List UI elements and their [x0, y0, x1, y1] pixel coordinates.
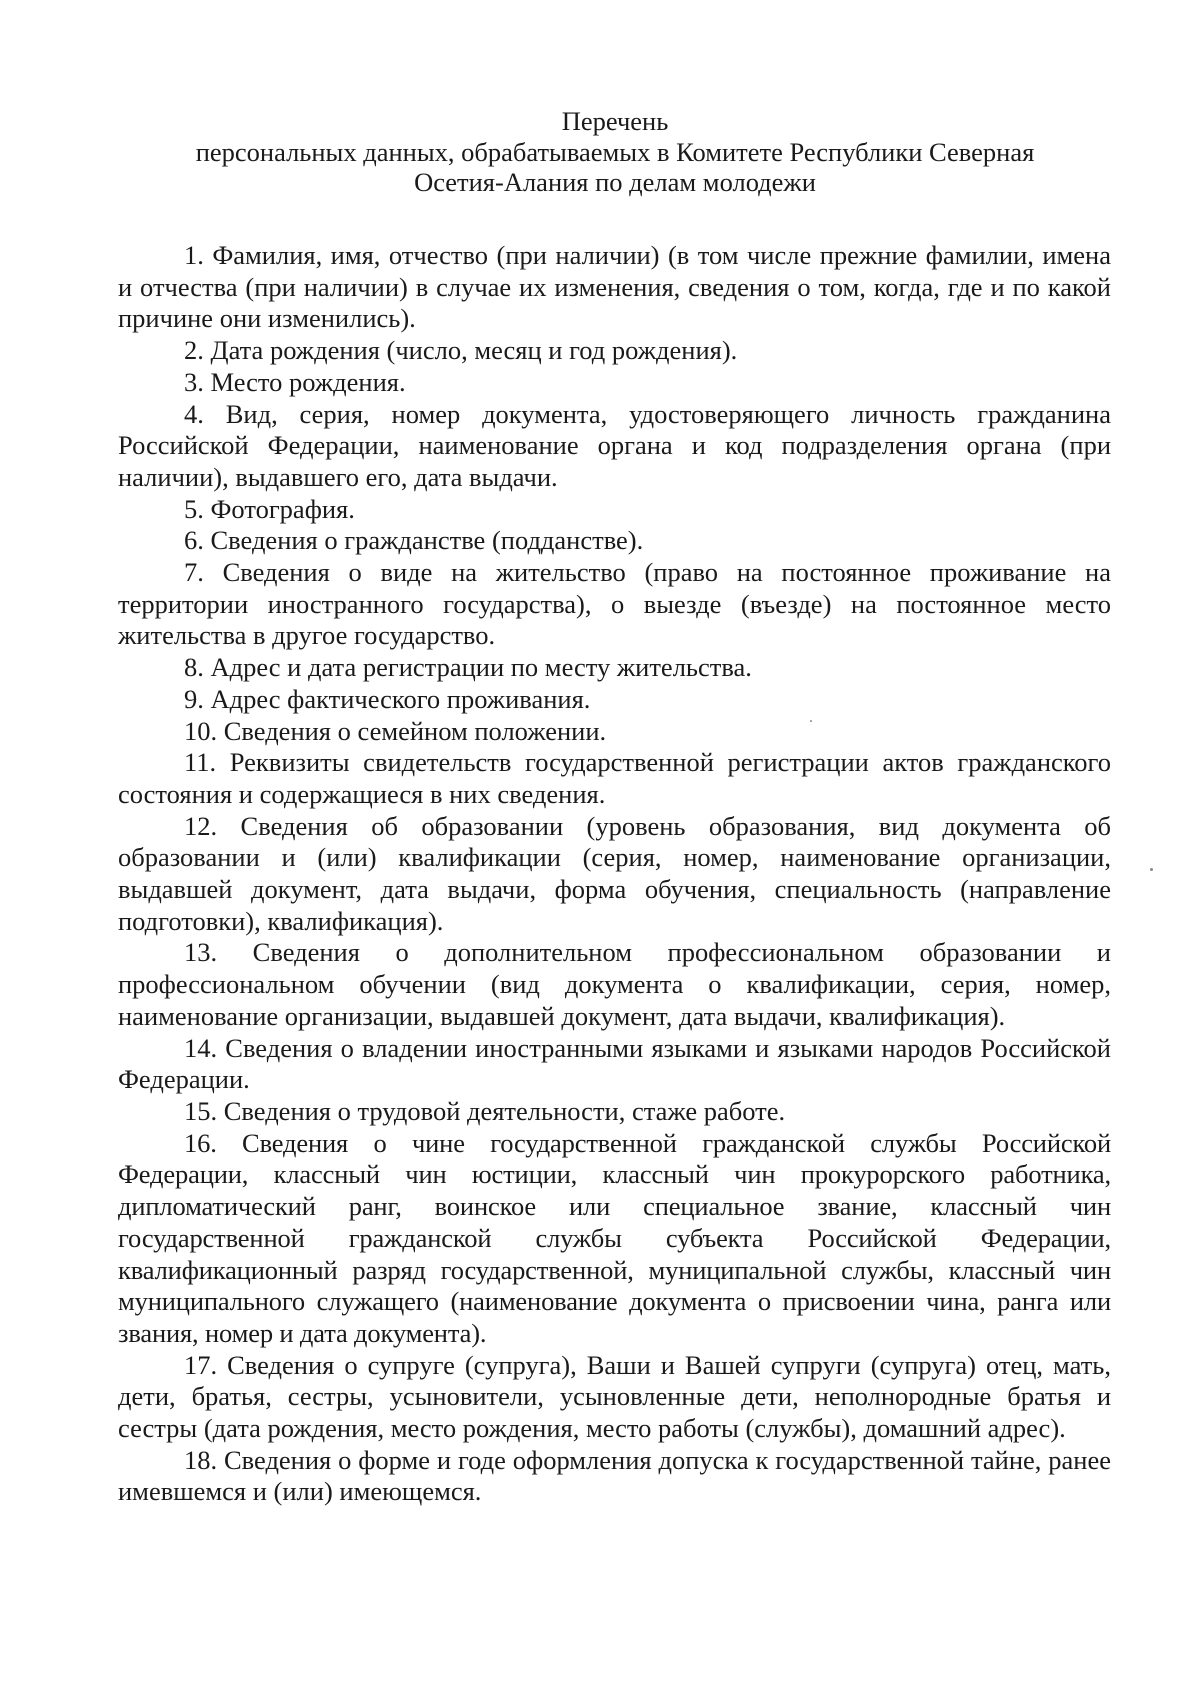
- list-item-18: 18. Сведения о форме и годе оформления допуска к государственной тайне, ранее имевшемся и (или) имеющемся.: [118, 1444, 1111, 1507]
- list-item-9: 9. Адрес фактического проживания.: [184, 683, 591, 714]
- document-subtitle-line-2: Осетия-Алания по делам молодежи: [414, 167, 816, 197]
- list-item-4: 4. Вид, серия, номер документа, удостоверяющего личность гражданина Российской Федерации, наименование органа и код подразделения органа (при наличии), выдавшего его, дата выдачи.: [118, 398, 1111, 492]
- list-item-1: 1. Фамилия, имя, отчество (при наличии) (в том числе прежние фамилии, имена и отчества (при наличии) в случае их изменения, сведения о том, когда, где и по какой причине они изменились).: [118, 240, 1111, 334]
- list-item-16: 16. Сведения о чине государственной гражданской службы Российской Федерации, классный чин юстиции, классный чин прокурорского работника, дипломатический ранг, воинское или специальное звание, классный чин государственной гражданской службы субъекта Российской Федерации, квалификационный разряд государственной, муниципальной службы, классный чин муниципального служащего (наименование документа о присвоении чина, ранга или звания, номер и дата документа).: [118, 1127, 1111, 1348]
- document-subtitle-line-1: персональных данных, обрабатываемых в Комитете Республики Северная: [195, 136, 1035, 167]
- list-item-2: 2. Дата рождения (число, месяц и год рождения).: [184, 335, 738, 366]
- scan-speck: [810, 720, 812, 722]
- list-item-11: 11. Реквизиты свидетельств государственной регистрации актов гражданского состояния и содержащиеся в них сведения.: [118, 747, 1111, 809]
- personal-data-list: [118, 240, 1111, 1508]
- list-item-6: 6. Сведения о гражданстве (подданстве).: [184, 525, 644, 556]
- list-item-10: 10. Сведения о семейном положении.: [184, 715, 607, 746]
- list-item-7: 7. Сведения о виде на жительство (право на постоянное проживание на территории иностранного государства), о выезде (въезде) на постоянное место жительства в другое государство.: [118, 557, 1111, 651]
- list-item-13: 13. Сведения о дополнительном профессиональном образовании и профессиональном обучении (вид документа о квалификации, серия, номер, наименование организации, выдавшей документ, дата выдачи, квалификация).: [118, 937, 1111, 1031]
- list-item-5: 5. Фотография.: [184, 493, 355, 524]
- list-item-12: 12. Сведения об образовании (уровень образования, вид документа об образовании и (или) квалификации (серия, номер, наименование организации, выдавшей документ, дата выдачи, форма обучения, специальность (направление подготовки), квалификация).: [118, 810, 1111, 936]
- list-item-8: 8. Адрес и дата регистрации по месту жительства.: [184, 652, 752, 683]
- list-item-3: 3. Место рождения.: [184, 366, 406, 397]
- list-item-17: 17. Сведения о супруге (супруга), Ваши и Вашей супруги (супруга) отец, мать, дети, братья, сестры, усыновители, усыновленные дети, неполнородные братья и сестры (дата рождения, место рождения, место работы (службы), домашний адрес).: [118, 1349, 1111, 1444]
- list-item-15: 15. Сведения о трудовой деятельности, стаже работе.: [184, 1095, 786, 1126]
- scan-speck: [1150, 868, 1153, 871]
- document-title: Перечень: [561, 106, 669, 136]
- list-item-14: 14. Сведения о владении иностранными языками и языками народов Российской Федерации.: [118, 1032, 1111, 1095]
- document-header: [120, 106, 1110, 198]
